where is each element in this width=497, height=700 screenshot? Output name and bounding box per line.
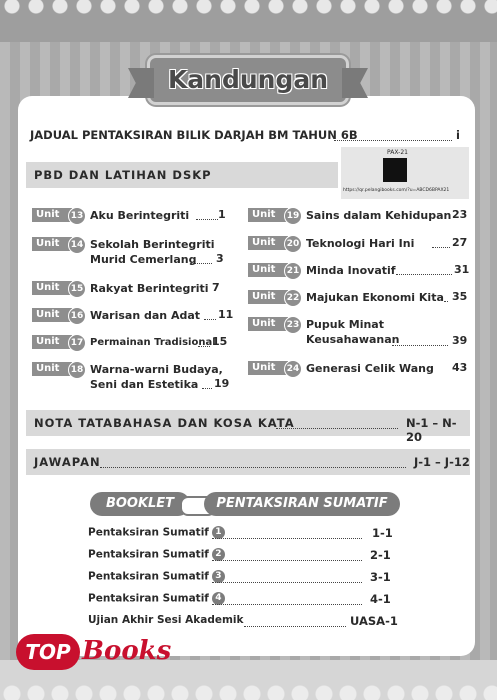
- logo-books-text: Books: [82, 636, 172, 666]
- unit-18[interactable]: [32, 362, 232, 398]
- unit-badge: Unit: [32, 335, 72, 349]
- leader-dots: [100, 467, 406, 468]
- unit-badge: Unit: [248, 236, 288, 250]
- unit-page: 27: [452, 236, 468, 249]
- unit-number: 14: [68, 236, 86, 254]
- leader-dots: [396, 274, 452, 275]
- unit-badge: Unit: [32, 281, 72, 295]
- unit-badge: Unit: [248, 317, 288, 331]
- unit-24[interactable]: [248, 361, 473, 397]
- leader-dots: [196, 219, 218, 220]
- unit-title: Majukan Ekonomi Kita: [306, 291, 444, 304]
- unit-title: Permainan Tradisional: [90, 337, 216, 348]
- sumatif-item-1[interactable]: [88, 526, 225, 539]
- unit-number: 20: [284, 235, 302, 253]
- booklet-pill: BOOKLET: [90, 492, 190, 516]
- unit-number: 15: [68, 280, 86, 298]
- leader-dots: [204, 319, 216, 320]
- unit-title: Aku Berintegriti: [90, 209, 190, 222]
- unit-number: 19: [284, 207, 302, 225]
- unit-page: 35: [452, 290, 468, 303]
- uasa-label: Ujian Akhir Sesi Akademik: [88, 614, 244, 626]
- unit-23[interactable]: [248, 317, 473, 353]
- nota-page: N-1 – N-20: [406, 416, 457, 444]
- leader-dots: [202, 388, 212, 389]
- unit-page: 15: [212, 335, 228, 348]
- unit-number: 21: [284, 262, 302, 280]
- leader-dots: [334, 140, 452, 141]
- sumatif-label: Pentaksiran Sumatif: [88, 526, 209, 539]
- unit-title: Minda Inovatif: [306, 264, 396, 277]
- unit-page: 1: [218, 208, 226, 221]
- leader-dots: [198, 346, 210, 347]
- uasa-page: UASA-1: [350, 614, 398, 628]
- nota-band: [26, 410, 470, 444]
- unit-number: 22: [284, 289, 302, 307]
- unit-number: 17: [68, 334, 86, 352]
- leader-dots: [276, 428, 398, 429]
- unit-badge: Unit: [32, 308, 72, 322]
- sumatif-page: 1-1: [372, 526, 393, 540]
- unit-title: Pupuk Minat Keusahawanan: [306, 318, 400, 346]
- unit-page: 7: [212, 281, 220, 294]
- unit-title: Warisan dan Adat: [90, 309, 201, 322]
- unit-title: Teknologi Hari Ini: [306, 237, 415, 250]
- sumatif-item-4[interactable]: [88, 592, 225, 605]
- sumatif-item-3[interactable]: [88, 570, 225, 583]
- unit-page: 19: [214, 377, 230, 390]
- jawapan-label: JAWAPAN: [34, 455, 101, 469]
- sumatif-label: Pentaksiran Sumatif: [88, 592, 209, 605]
- qr-box[interactable]: [341, 147, 469, 199]
- leader-dots: [392, 345, 448, 346]
- unit-number: 18: [68, 361, 86, 379]
- lace-border-bottom: [0, 660, 497, 700]
- unit-title: Rakyat Berintegriti: [90, 282, 209, 295]
- unit-14[interactable]: [32, 237, 232, 273]
- jawapan-page: J-1 – J-12: [414, 455, 470, 469]
- unit-badge: Unit: [32, 208, 72, 222]
- logo-top-text: TOP: [16, 634, 80, 670]
- unit-page: 39: [452, 334, 468, 347]
- unit-title: Warna-warni Budaya, Seni dan Estetika: [90, 363, 223, 391]
- sumatif-label: Pentaksiran Sumatif: [88, 548, 209, 561]
- leader-dots: [244, 626, 346, 627]
- leader-dots: [212, 582, 362, 583]
- page-title: Kandungan: [167, 65, 329, 94]
- unit-page: 23: [452, 208, 468, 221]
- unit-page: 31: [454, 263, 470, 276]
- unit-title: Sekolah Berintegriti Murid Cemerlang: [90, 238, 215, 266]
- qr-code-label: PAX-21: [387, 149, 408, 156]
- sumatif-number: 1: [212, 526, 225, 539]
- unit-number: 24: [284, 360, 302, 378]
- unit-number: 23: [284, 316, 302, 334]
- qr-url: https://qr.pelangibooks.com/?u=ABCD6BPAX21: [343, 188, 450, 193]
- pbd-band: [26, 162, 338, 188]
- jadual-label: JADUAL PENTAKSIRAN BILIK DARJAH BM TAHUN 6B: [30, 128, 358, 142]
- unit-badge: Unit: [32, 362, 72, 376]
- unit-number: 13: [68, 207, 86, 225]
- unit-badge: Unit: [32, 237, 72, 251]
- sumatif-number: 3: [212, 570, 225, 583]
- jadual-page: i: [456, 128, 460, 142]
- sumatif-label: Pentaksiran Sumatif: [88, 570, 209, 583]
- unit-page: 11: [218, 308, 234, 321]
- leader-dots: [212, 560, 362, 561]
- jawapan-band: [26, 449, 470, 475]
- sumatif-page: 2-1: [370, 548, 391, 562]
- unit-badge: Unit: [248, 263, 288, 277]
- sumatif-item-2[interactable]: [88, 548, 225, 561]
- leader-dots: [212, 538, 362, 539]
- qr-code-icon[interactable]: [383, 158, 407, 182]
- nota-label: NOTA TATABAHASA DAN KOSA KATA: [34, 416, 295, 430]
- pentaksiran-sumatif-pill: PENTAKSIRAN SUMATIF: [204, 492, 400, 516]
- pbd-label: PBD DAN LATIHAN DSKP: [34, 168, 212, 182]
- leader-dots: [444, 301, 448, 302]
- sumatif-number: 4: [212, 592, 225, 605]
- unit-title: Sains dalam Kehidupan: [306, 209, 452, 222]
- sumatif-number: 2: [212, 548, 225, 561]
- unit-badge: Unit: [248, 361, 288, 375]
- leader-dots: [190, 263, 212, 264]
- unit-title: Generasi Celik Wang: [306, 362, 434, 375]
- lace-border-top: [0, 0, 497, 42]
- unit-badge: Unit: [248, 290, 288, 304]
- unit-badge: Unit: [248, 208, 288, 222]
- title-ribbon: [150, 58, 346, 102]
- sumatif-page: 4-1: [370, 592, 391, 606]
- sumatif-page: 3-1: [370, 570, 391, 584]
- unit-number: 16: [68, 307, 86, 325]
- unit-page: 3: [216, 252, 224, 265]
- uasa-item[interactable]: [88, 614, 244, 626]
- unit-page: 43: [452, 361, 468, 374]
- leader-dots: [432, 247, 450, 248]
- leader-dots: [212, 604, 362, 605]
